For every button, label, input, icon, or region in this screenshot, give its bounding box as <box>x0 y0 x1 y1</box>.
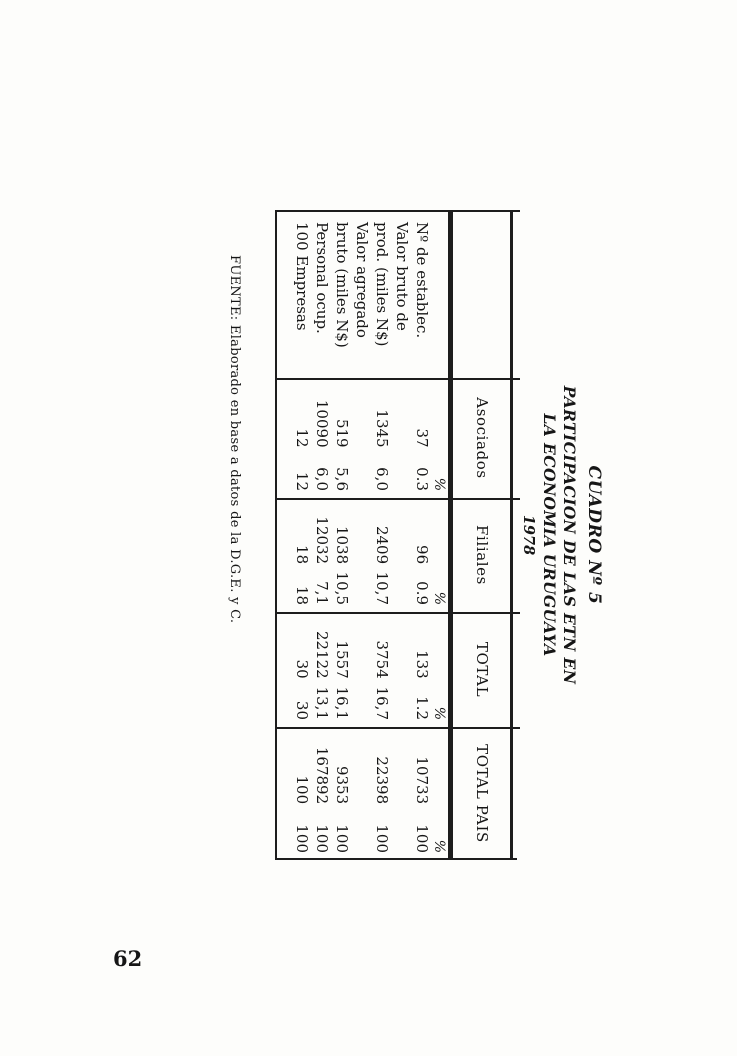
table-border-bottom <box>275 210 277 860</box>
cell-percent: 16,7 <box>373 686 391 720</box>
row-label-line: 100 Empresas <box>293 222 311 331</box>
data-table <box>275 210 513 860</box>
value-cell <box>332 378 352 498</box>
row-label-line: Nº de establec. <box>413 222 431 339</box>
value-cell <box>412 498 432 612</box>
cell-percent: 6,0 <box>373 467 391 491</box>
cell-value: 9353 <box>333 765 351 805</box>
cell-value: 1557 <box>333 640 351 679</box>
table-row <box>292 210 312 860</box>
percent-symbol: % <box>431 591 447 605</box>
row-label-line: bruto (miles N$) <box>333 222 351 348</box>
value-cell <box>412 727 432 860</box>
cell-percent: 12 <box>293 471 311 491</box>
percent-header-cell <box>432 612 446 727</box>
row-label <box>312 210 332 378</box>
cell-percent: 18 <box>293 585 311 605</box>
value-cell <box>332 498 352 612</box>
percent-symbol: % <box>431 706 447 720</box>
cell-value: 2409 <box>373 525 391 565</box>
cell-percent: 100 <box>413 824 431 853</box>
cell-percent: 100 <box>293 824 311 853</box>
cell-percent: 1.2 <box>413 696 431 720</box>
header-cell-total: TOTAL <box>473 641 491 698</box>
cell-percent: 10,7 <box>373 571 391 605</box>
cell-percent: 10,5 <box>333 571 351 605</box>
table-title-line1: PARTICIPACION DE LAS ETN EN <box>560 385 579 685</box>
cell-percent: 7,1 <box>313 581 331 605</box>
value-cell <box>292 612 312 727</box>
cell-value: 3754 <box>373 640 391 679</box>
cell-percent: 100 <box>313 824 331 853</box>
cell-percent: 0.3 <box>413 467 431 491</box>
value-cell <box>332 727 352 860</box>
cell-value: 10090 <box>313 399 331 448</box>
value-cell <box>372 727 392 860</box>
cell-percent: 30 <box>293 700 311 720</box>
table-row <box>332 210 372 860</box>
value-cell <box>292 498 312 612</box>
row-label <box>332 210 372 378</box>
value-cell <box>412 612 432 727</box>
value-cell <box>312 378 332 498</box>
cell-value: 1345 <box>373 409 391 448</box>
cell-percent: 0.9 <box>413 581 431 605</box>
cell-value: 167892 <box>313 746 331 805</box>
cell-value: 96 <box>413 545 431 565</box>
value-cell <box>372 498 392 612</box>
row-label <box>372 210 412 378</box>
value-cell <box>292 727 312 860</box>
cell-value: 18 <box>293 545 311 565</box>
row-label-line: Personal ocup. <box>313 222 331 334</box>
percent-header-cell <box>432 727 446 860</box>
cell-percent: 13,1 <box>313 686 331 720</box>
cell-percent: 100 <box>333 824 351 853</box>
header-cell-asociados: Asociados <box>473 397 491 479</box>
value-cell <box>312 727 332 860</box>
value-cell <box>312 612 332 727</box>
row-label-line: prod. (miles N$) <box>373 222 391 347</box>
header-cell-total-pais: TOTAL PAIS <box>473 744 491 843</box>
percent-symbol: % <box>431 477 447 491</box>
percent-header-cell <box>432 498 446 612</box>
source-note: FUENTE: Elaborado en base a datos de la D.G.E. y C. <box>227 255 242 624</box>
title-block <box>518 210 606 860</box>
cell-value: 12 <box>293 428 311 448</box>
cell-value: 12032 <box>313 516 331 565</box>
cell-percent: 100 <box>373 824 391 853</box>
cell-value: 22398 <box>373 756 391 805</box>
table-row <box>372 210 412 860</box>
page-number: 62 <box>113 946 143 971</box>
cell-value: 10733 <box>413 756 431 805</box>
value-cell <box>372 612 392 727</box>
value-cell <box>312 498 332 612</box>
cell-value: 1038 <box>333 525 351 565</box>
value-cell <box>412 378 432 498</box>
cell-value: 30 <box>293 659 311 679</box>
cell-percent: 16,1 <box>333 686 351 720</box>
cell-value: 37 <box>413 428 431 448</box>
table-year: 1978 <box>520 514 537 556</box>
cell-value: 100 <box>293 775 311 805</box>
percent-header-cell <box>432 378 446 498</box>
row-label <box>292 210 312 378</box>
row-label-line: Valor agregado <box>353 222 371 338</box>
table-kicker: CUADRO Nº 5 <box>584 465 604 605</box>
percent-header-row <box>432 210 446 860</box>
percent-symbol: % <box>431 839 447 853</box>
value-cell <box>332 612 352 727</box>
header-cell-empty <box>453 210 511 378</box>
cell-value: 519 <box>333 418 351 448</box>
table-row <box>312 210 332 860</box>
row-label <box>412 210 432 378</box>
row-label-line: Valor bruto de <box>393 222 411 331</box>
data-grid <box>292 210 446 860</box>
value-cell <box>372 378 392 498</box>
header-cell-filiales: Filiales <box>473 525 491 585</box>
value-cell <box>292 378 312 498</box>
header-row <box>453 210 511 860</box>
cell-percent: 5,6 <box>333 467 351 491</box>
cell-value: 133 <box>413 650 431 679</box>
table-row <box>412 210 432 860</box>
cell-value: 22122 <box>313 630 331 679</box>
table-title-line2: LA ECONOMIA URUGUAYA <box>540 413 559 657</box>
cell-percent: 6,0 <box>313 467 331 491</box>
